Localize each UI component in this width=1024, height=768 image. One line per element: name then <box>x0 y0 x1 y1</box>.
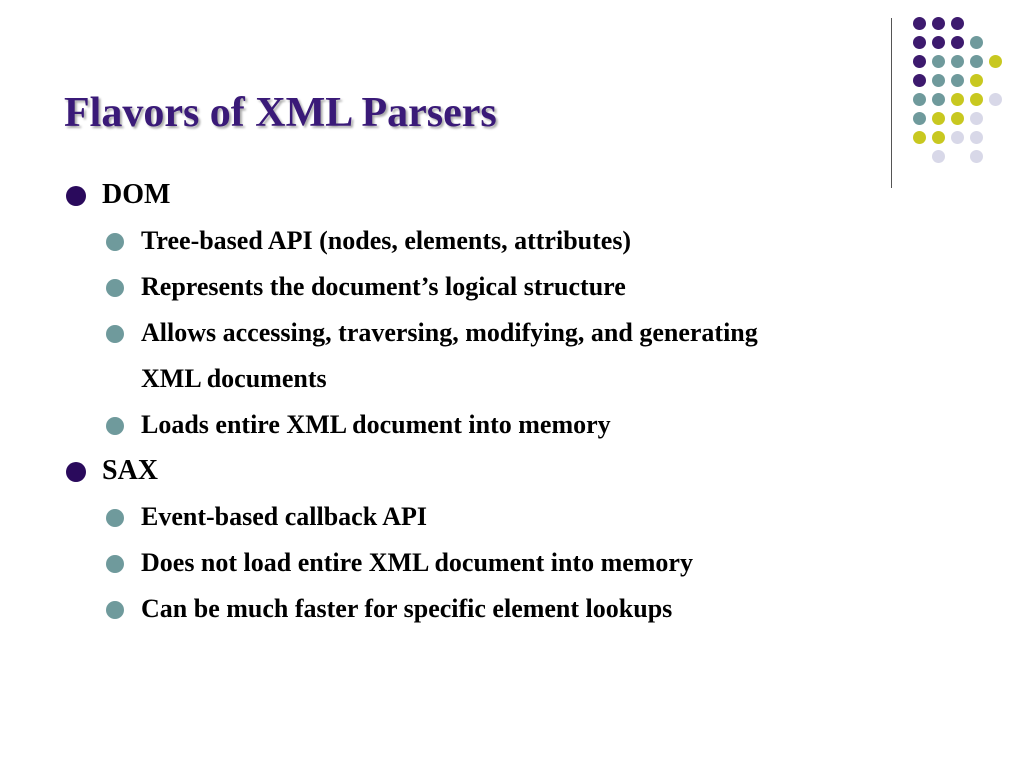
sub-bullet-item <box>66 402 926 448</box>
decorative-dot <box>951 17 964 30</box>
decorative-dot <box>932 131 945 144</box>
decorative-dot <box>932 150 945 163</box>
bullet-text: DOM <box>102 179 171 210</box>
decorative-dot <box>932 112 945 125</box>
sub-bullet-item <box>66 540 926 586</box>
sub-bullet-item <box>66 310 926 402</box>
sub-bullet-text: Represents the document’s logical structure <box>141 272 626 301</box>
bullet-item <box>66 448 926 494</box>
decorative-divider-line <box>891 18 892 188</box>
decorative-dot <box>970 36 983 49</box>
decorative-dot <box>970 74 983 87</box>
sub-bullet-text: Allows accessing, traversing, modifying, and generating <box>141 318 758 347</box>
bullet-item <box>66 172 926 218</box>
decorative-dot <box>913 93 926 106</box>
decorative-dot <box>970 93 983 106</box>
decorative-dot <box>913 17 926 30</box>
sub-bullet-dot-icon <box>106 601 124 619</box>
sub-bullet-dot-icon <box>106 417 124 435</box>
decorative-dot <box>970 112 983 125</box>
sub-bullet-dot-icon <box>106 555 124 573</box>
sub-bullet-dot-icon <box>106 279 124 297</box>
decorative-dot <box>951 36 964 49</box>
decorative-dot <box>913 131 926 144</box>
sub-bullet-text: Can be much faster for specific element lookups <box>141 594 673 623</box>
sub-bullet-text: Tree-based API (nodes, elements, attributes) <box>141 226 632 255</box>
decorative-dot <box>989 55 1002 68</box>
decorative-dot <box>913 74 926 87</box>
bullet-dot-icon <box>66 462 86 482</box>
sub-bullet-item <box>66 586 926 632</box>
decorative-dot <box>932 36 945 49</box>
decorative-dot <box>913 55 926 68</box>
sub-bullet-text: XML documents <box>141 364 327 393</box>
decorative-dot <box>932 55 945 68</box>
decorative-dot <box>932 74 945 87</box>
bullet-text: SAX <box>102 455 159 486</box>
sub-bullet-dot-icon <box>106 509 124 527</box>
sub-bullet-item <box>66 218 926 264</box>
decorative-dot <box>913 36 926 49</box>
decorative-dot <box>951 131 964 144</box>
decorative-dot <box>951 93 964 106</box>
sub-bullet-item <box>66 494 926 540</box>
decorative-dot <box>951 112 964 125</box>
decorative-dot <box>970 55 983 68</box>
decorative-dot <box>932 17 945 30</box>
bullet-dot-icon <box>66 186 86 206</box>
decorative-dot <box>951 74 964 87</box>
sub-bullet-text: Loads entire XML document into memory <box>141 410 611 439</box>
sub-bullet-text: Does not load entire XML document into memory <box>141 548 693 577</box>
decorative-dot <box>970 131 983 144</box>
decorative-dot <box>970 150 983 163</box>
sub-bullet-dot-icon <box>106 325 124 343</box>
bullet-list <box>66 172 926 632</box>
sub-bullet-text: Event-based callback API <box>141 502 428 531</box>
sub-bullet-dot-icon <box>106 233 124 251</box>
decorative-dot <box>932 93 945 106</box>
decorative-dot <box>913 112 926 125</box>
decorative-dot <box>951 55 964 68</box>
decorative-dot <box>989 93 1002 106</box>
slide-title: Flavors of XML Parsers <box>64 90 497 136</box>
sub-bullet-item <box>66 264 926 310</box>
